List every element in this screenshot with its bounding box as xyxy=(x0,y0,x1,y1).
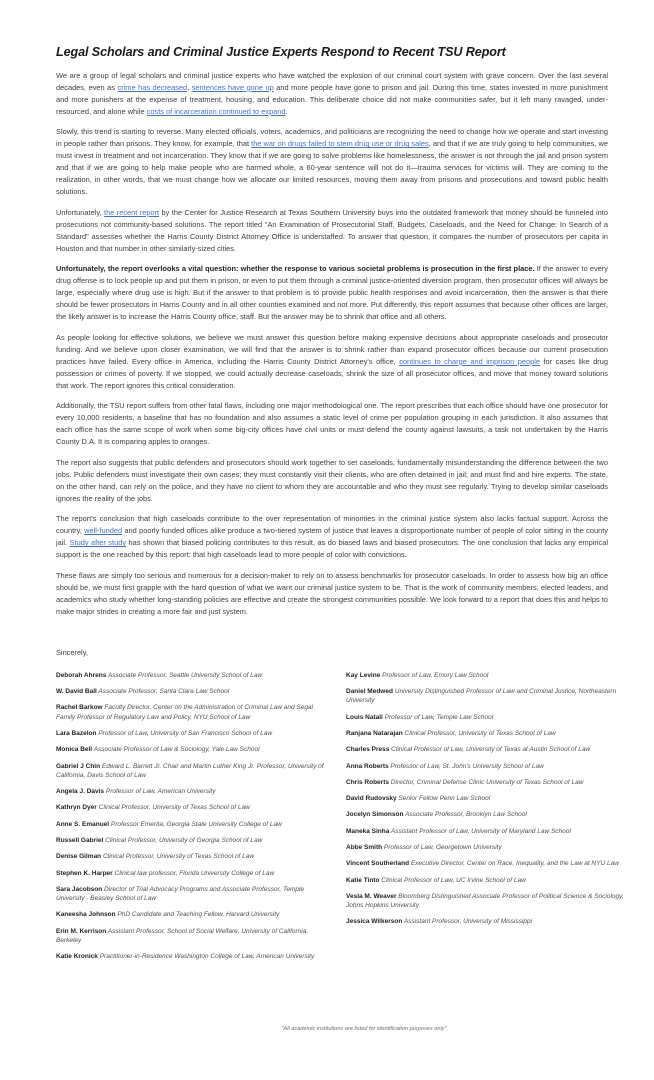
inline-link[interactable]: Study after study xyxy=(69,538,127,548)
signatory-affiliation: Professor of Law, University of San Francisco School of Law xyxy=(96,729,273,737)
signatory-entry xyxy=(346,762,628,771)
signatory-affiliation: Assistant Professor, School of Social Welfare, University of California, Berkeley xyxy=(56,927,309,945)
signatory-name: Abbe Smith xyxy=(346,844,383,851)
signatory-entry xyxy=(346,794,628,803)
signatory-affiliation: University Distinguished Professor of Law and Criminal Justice, Northeastern University xyxy=(346,688,617,705)
signatory-name: Jessica Wilkerson xyxy=(346,918,403,926)
signatory-name: Charles Press xyxy=(346,746,390,754)
signatory-affiliation: Clinical Professor, University of Texas School of Law xyxy=(96,804,250,812)
body-text: has shown that biased policing contributes to this result, as do biased laws and biased prosecutors. The one conclusion that lacks any empirical support is the one reached by this report: that high caseloads lead to more people of color with convictions. xyxy=(56,538,608,560)
signatory-name: Katie Tinto xyxy=(346,876,380,884)
signatory-affiliation: Edward L. Barrett Jr. Chair and Martin Luther King Jr. Professor, University of California, Davis School of Law xyxy=(56,762,324,779)
signatory-entry xyxy=(346,713,628,722)
signatory-name: Stephen K. Harper xyxy=(56,869,113,877)
signatory-name: Denise Gilman xyxy=(56,853,102,861)
signatory-name: Chris Roberts xyxy=(346,778,389,786)
signatory-entry xyxy=(346,892,628,911)
signatory-entry xyxy=(56,671,324,680)
signatory-name: Kathryn Dyer xyxy=(56,804,97,812)
signatory-entry xyxy=(346,843,628,852)
body-text: These flaws are simply too serious and numerous for a decision-maker to rely on to assess benchmarks for prosecutor caseloads. In order to assess how big an office should be, we must first grapple with the hard question of what we want our criminal justice system to be. That is the work of community members, elected leaders, and academics who study whether long-standing policies are effective and create the strongest communities possible. We look forward to a report that does this and helps to make major strides in creating a more fair and just system. xyxy=(56,570,608,616)
signatory-name: Vesla M. Weaver xyxy=(346,892,397,900)
closing-salutation: Sincerely, xyxy=(56,647,88,657)
signatory-name: Louis Natali xyxy=(346,713,383,721)
body-text: for cases like drug possession or crimes of poverty. If we stopped, we could actually decrease caseloads, shrink the size of all prosecutor offices, and move that money toward solutions that work. The report ignores this critical consideration. xyxy=(56,356,608,390)
inline-link[interactable]: continues to charge and imprison people xyxy=(399,356,540,366)
signatory-affiliation: Clinical Professor of Law, UC Irvine School of Law xyxy=(379,876,526,884)
footnote: "All academic institutions are listed for identification purposes only" xyxy=(281,1026,447,1032)
paragraph-p4 xyxy=(56,263,608,323)
signatory-entry xyxy=(56,745,324,754)
paragraph-p8 xyxy=(56,513,608,561)
paragraph-p2 xyxy=(56,126,608,198)
signatory-affiliation: Professor of Law, St. John's University School of Law xyxy=(388,762,544,770)
emphasis-text: Unfortunately, the report overlooks a vital question: whether the response to various societal problems is prosecution in the first place. xyxy=(56,264,535,274)
signatories-list xyxy=(56,671,624,969)
signatory-entry xyxy=(56,687,324,696)
signatory-entry xyxy=(56,762,324,781)
signatory-entry xyxy=(346,729,628,738)
signatory-entry xyxy=(56,803,324,812)
signatory-name: Vincent Southerland xyxy=(346,860,410,868)
signatory-name: Katie Kronick xyxy=(56,953,98,961)
signatory-name: Ranjana Natarajan xyxy=(346,729,403,737)
signatory-affiliation: Executive Director, Center on Race, Inequality, and the Law at NYU Law xyxy=(409,860,619,868)
paragraph-p1 xyxy=(56,70,608,118)
signatory-affiliation: Clinical Professor of Law, University of Texas at Austin School of Law xyxy=(389,746,591,754)
signatory-affiliation: Clinical Professor, University of Texas School of Law xyxy=(101,853,255,861)
body-text: and more people have gone to prison and jail. During this time, states invested in more punishment and more punishers at the expense of treatment, housing, and education. This deliberate choice did not make communities safer, but it left many ravaged, under-resourced, and alone while xyxy=(56,82,608,116)
signatory-affiliation: Director, Criminal Defense Clinic University of Texas School of Law xyxy=(388,778,584,786)
body-text: The report's conclusion that high caseloads contribute to the over representation of minorities in the criminal justice system also lacks factual support. Across the country, xyxy=(56,514,608,536)
paragraph-p5 xyxy=(56,332,608,392)
letter-body xyxy=(56,70,608,618)
signatory-entry xyxy=(56,885,324,904)
signatories-column-left xyxy=(56,671,324,969)
body-text: We are a group of legal scholars and criminal justice experts who have watched the explosion of our criminal court system with grave concern. Over the last several decades, even as xyxy=(56,70,608,92)
signatory-name: W. David Ball xyxy=(56,688,97,696)
signatory-affiliation: Bloomberg Distinguished Associate Professor of Political Science & Sociology, Johns Hopkins University xyxy=(346,892,624,910)
signatory-affiliation: Associate Professor of Law & Sociology, Yale Law School xyxy=(92,746,260,754)
body-text: by the Center for Justice Research at Texas Southern University buys into the outdated framework that money should be funneled into prosecutions not community-based solutions. The report titled "An Examination of Prosecutorial Staff, Budgets, Caseloads, and the Need for Change: In Search of a Standard" assesses whether the Harris County District Attorney Office is understaffed. To answer that question, it compares the number of prosecutors per capita in Houston and that number in other similarly-sized cities. xyxy=(56,207,608,253)
inline-link[interactable]: well-funded xyxy=(84,526,123,536)
signatory-affiliation: Clinical law professor, Florida University College of Law xyxy=(112,869,275,877)
body-text: The report also suggests that public defenders and prosecutors should work together to set caseloads, fundamentally misunderstanding the difference between the two jobs. Public defenders must investigate their own cases; they must constantly visit their clients, who are often detained in jail; and must find and hire experts. The state, on the other hand, can rely on the police, and they have no client to whom they are accountable and who they must see regularly. Trying to develop similar caseloads ignores the reality of the jobs. xyxy=(56,457,608,503)
signatory-entry xyxy=(56,927,324,946)
body-text: , and that if we are truly going to help communities, we must invest in treatment and not incarceration. They know that if we are going to solve problems like homelessness, the answer is not through the jail and prison system and that if we are going to help make people who are harmed whole, a 60-year sentence will not do it—trauma services for victims will. They are coming to the realization, in other words, that we must change how we allocate our limited resources, moving them away from prisons and prosecutions and toward public health solutions. xyxy=(56,139,608,197)
inline-link[interactable]: costs of incarceration continued to expand xyxy=(146,106,286,116)
signatory-affiliation: Assistant Professor of Law, University of Maryland Law School xyxy=(389,827,571,835)
body-text: , xyxy=(187,82,192,92)
inline-link[interactable]: sentences have gone up xyxy=(191,82,274,92)
signatory-entry xyxy=(346,810,628,819)
signatory-entry xyxy=(56,869,324,878)
body-text: . xyxy=(285,106,288,116)
signatory-affiliation: Practitioner-in-Residence Washington College of Law, American University xyxy=(97,953,315,961)
page-title: Legal Scholars and Criminal Justice Experts Respond to Recent TSU Report xyxy=(56,45,506,59)
signatory-name: Jocelyn Simonson xyxy=(346,811,404,819)
signatory-entry xyxy=(346,687,628,706)
signatory-affiliation: Professor of Law, Georgetown University xyxy=(382,844,502,851)
paragraph-p9 xyxy=(56,570,608,618)
signatory-name: Rachel Barkow xyxy=(56,704,103,712)
signatory-name: Anna Roberts xyxy=(346,762,389,770)
signatory-name: Sara Jacobson xyxy=(56,885,103,893)
signatory-affiliation: Faculty Director, Center on the Administration of Criminal Law and Segal Family Professor of Regulatory Law and Policy, NYU School of Law xyxy=(56,704,313,721)
signatory-affiliation: Assistant Professor, University of Mississippi xyxy=(402,918,533,926)
signatory-entry xyxy=(56,910,324,919)
signatory-affiliation: Professor of Law, Emory Law School xyxy=(380,671,489,679)
signatory-entry xyxy=(346,876,628,885)
signatories-column-right xyxy=(346,671,628,969)
signatory-affiliation: PhD Candidate and Teaching Fellow, Harvard University xyxy=(115,911,280,919)
signatory-name: Monica Bell xyxy=(56,746,93,754)
signatory-name: Russell Gabriel xyxy=(56,837,104,844)
signatory-name: Deborah Ahrens xyxy=(56,671,107,679)
signatory-affiliation: Associate Professor, Brooklyn Law School xyxy=(403,811,527,819)
body-text: Slowly, this trend is starting to reverse. Many elected officials, voters, academics, and politicians are recognizing the need to change how we operate and start investing in people rather than prisons. They know, for example, that xyxy=(56,127,608,149)
signatory-name: Angela J. Davis xyxy=(56,788,105,796)
signatory-name: Gabriel J Chin xyxy=(56,762,101,770)
signatory-entry xyxy=(346,778,628,787)
signatory-entry xyxy=(346,745,628,754)
signatory-affiliation: Clinical Professor, University of Georgia School of Law xyxy=(103,837,263,844)
body-text: As people looking for effective solutions, we believe we must answer this question before making expensive decisions about appropriate caseloads and prosecutor funding. And we believe upon closer examination, we will find that the answer is to shrink rather than expand prosecutor offices because our current prosecution practices have failed. Every office in America, including the Harris County District Attorney's office, xyxy=(56,332,608,366)
signatory-name: Kaneesha Johnson xyxy=(56,911,116,919)
inline-link[interactable]: crime has decreased xyxy=(117,82,188,92)
signatory-entry xyxy=(56,787,324,796)
signatory-entry xyxy=(346,917,628,926)
signatory-affiliation: Clinical Professor, University of Texas School of Law xyxy=(402,729,556,737)
signatory-entry xyxy=(346,827,628,836)
signatory-entry xyxy=(56,952,324,961)
signatory-name: Anne S. Emanuel xyxy=(56,820,110,828)
paragraph-p3 xyxy=(56,207,608,255)
signatory-entry xyxy=(346,859,628,868)
signatory-affiliation: Professor of Law, American University xyxy=(104,788,216,796)
body-text: Unfortunately, xyxy=(56,207,105,217)
signatory-affiliation: Professor Emerita, Georgia State University College of Law xyxy=(109,820,282,828)
signatory-affiliation: Director of Trial Advocacy Programs and Associate Professor, Temple University - Beasley School of Law xyxy=(56,885,305,903)
signatory-affiliation: Associate Professor, Seattle University School of Law xyxy=(106,671,263,679)
signatory-entry xyxy=(56,852,324,861)
signatory-entry xyxy=(56,703,324,722)
signatory-affiliation: Associate Professor, Santa Clara Law School xyxy=(96,688,230,696)
signatory-entry xyxy=(56,836,324,845)
signatory-name: Kay Levine xyxy=(346,671,381,679)
inline-link[interactable]: the war on drugs failed to stem drug use or drug sales xyxy=(251,139,429,149)
signatory-entry xyxy=(56,820,324,829)
signatory-name: Lara Bazelon xyxy=(56,729,97,737)
signatory-name: Maneka Sinha xyxy=(346,827,390,835)
paragraph-p6 xyxy=(56,400,608,448)
body-text: Additionally, the TSU report suffers from other fatal flaws, including one major methodological one. The report prescribes that each office should have one prosecutor for every 10,000 residents, a baseline that has no foundation and also assumes a static level of crime per population grouping in each jurisdiction. It also assumes that each office has the same scope of work when some big-city offices have civil units or must defend the county against lawsuits, a task not undertaken by the Harris County D.A. It is comparing apples to oranges. xyxy=(56,401,608,447)
body-text: If the answer to every drug offense is to lock people up and put them in prison, or even to put them through a criminal justice-oriented diversion program, then prosecutor offices will always be large, especially where drug use is high. But if the answer to that problem is to provide public health responses and avoid incarceration, then the answer is that there should be fewer prosecutors in Harris County and in all other counties examined and not more. Put differently, this report assumes that because other offices are larger, the likely answer is to increase the Harris County office, staff. But the answer may be to shrink that office and all others. xyxy=(56,264,608,322)
signatory-affiliation: Senior Fellow Penn Law School xyxy=(396,795,491,803)
signatory-name: David Rudovsky xyxy=(346,795,397,803)
signatory-affiliation: Professor of Law, Temple Law School xyxy=(382,713,494,721)
signatory-name: Daniel Medwed xyxy=(346,688,393,696)
signatory-entry xyxy=(56,729,324,738)
paragraph-p7 xyxy=(56,457,608,505)
body-text: and poorly funded offices alike produce a two-tiered system of justice that leaves a disproportionate number of people of color sitting in the county jail. xyxy=(56,526,608,548)
inline-link[interactable]: the recent report xyxy=(104,207,160,217)
signatory-name: Erin M. Kerrison xyxy=(56,927,107,935)
signatory-entry xyxy=(346,671,628,680)
